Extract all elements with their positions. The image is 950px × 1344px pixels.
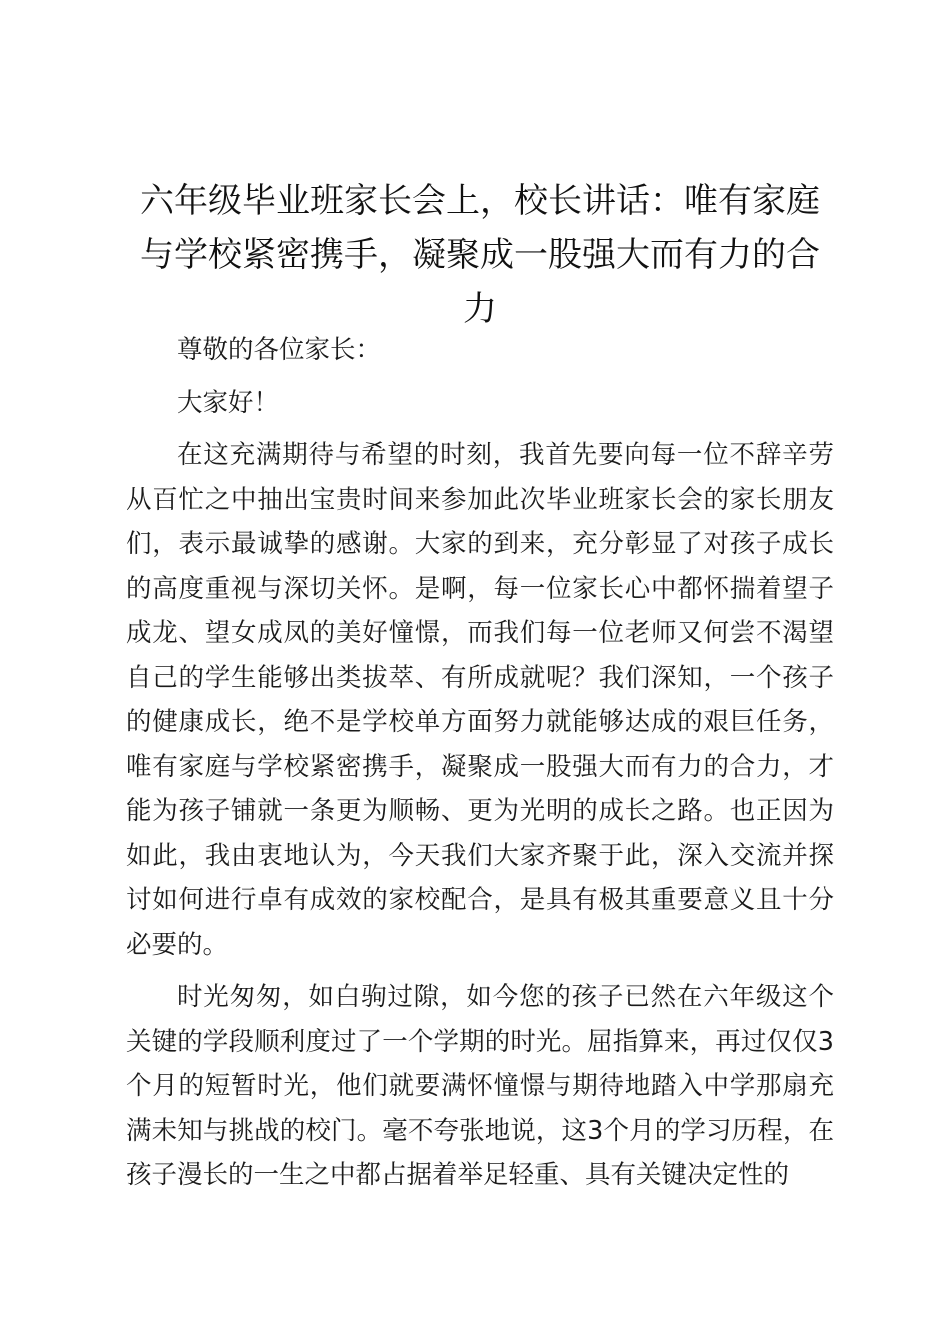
document-title: 六年级毕业班家长会上，校长讲话：唯有家庭与学校紧密携手，凝聚成一股强大而有力的合力 <box>140 181 820 329</box>
paragraph-2: 时光匆匆，如白驹过隙，如今您的孩子已然在六年级这个关键的学段顺利度过了一个学期的时光。屈指算来，再过仅仅3个月的短暂时光，他们就要满怀憧憬与期待地踏入中学那扇充满未知与挑战的校门。毫不夸张地说，这3个月的学习历程，在孩子漫长的一生之中都占据着举足轻重、具有关键决定性的 <box>126 982 834 1190</box>
greeting: 大家好！ <box>177 387 280 418</box>
salutation: 尊敬的各位家长： <box>177 335 382 365</box>
paragraph-1: 在这充满期待与希望的时刻，我首先要向每一位不辞辛劳从百忙之中抽出宝贵时间来参加此次毕业班家长会的家长朋友们，表示最诚挚的感谢。大家的到来，充分彰显了对孩子成长的高度重视与深切关怀。是啊，每一位家长心中都怀揣着望子成龙、望女成凤的美好憧憬，而我们每一位老师又何尝不渴望自己的学生能够出类拔萃、有所成就呢？我们深知，一个孩子的健康成长，绝不是学校单方面努力就能够达成的艰巨任务，唯有家庭与学校紧密携手，凝聚成一股强大而有力的合力，才能为孩子铺就一条更为顺畅、更为光明的成长之路。也正因为如此，我由衷地认为，今天我们大家齐聚于此，深入交流并探讨如何进行卓有成效的家校配合，是具有极其重要意义且十分必要的。 <box>126 440 834 960</box>
document-body <box>126 328 834 1198</box>
